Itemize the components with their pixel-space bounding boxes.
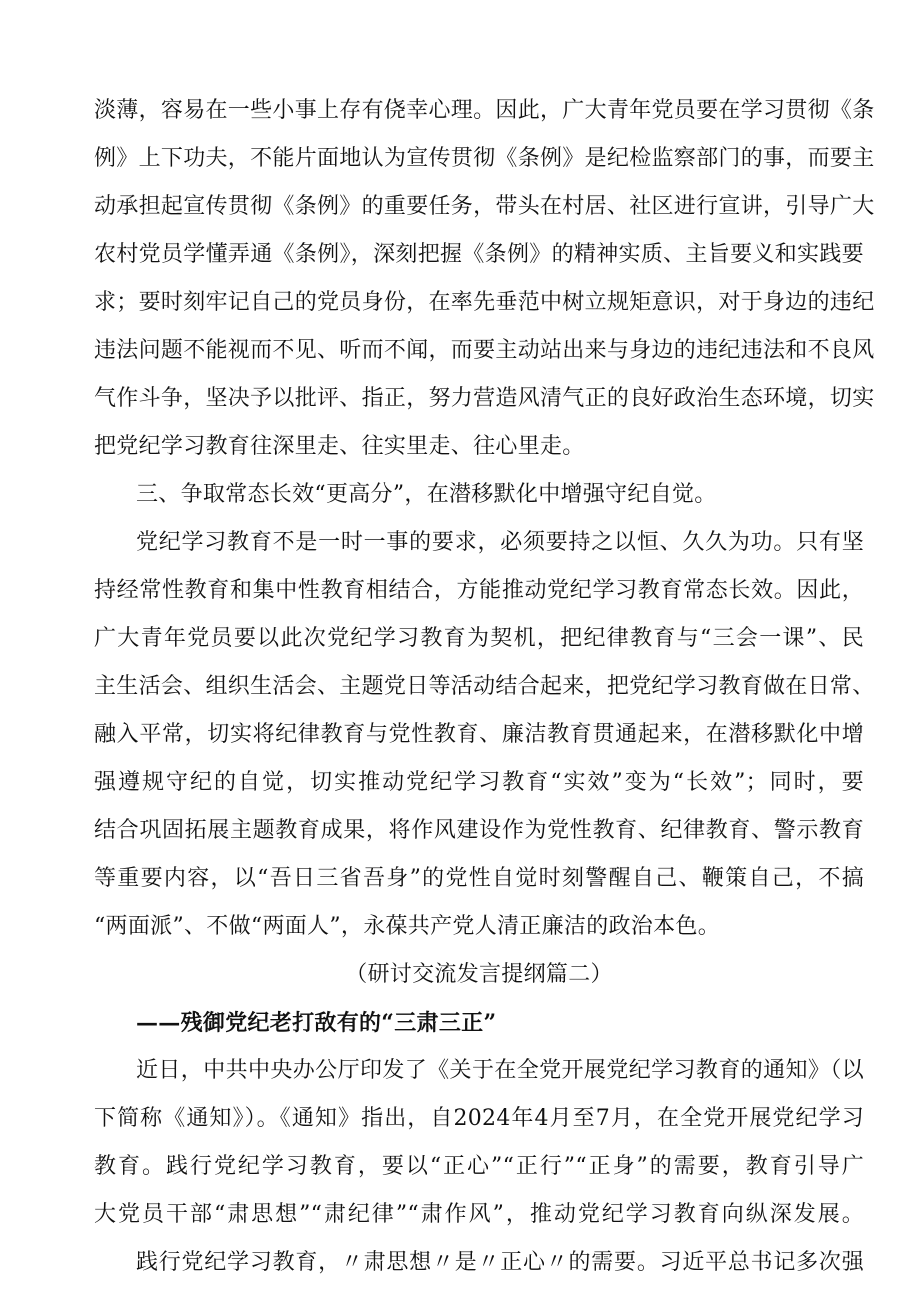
- paragraph-line: 淡薄，容易在一些小事上存有侥幸心理。因此，广大青年党员要在学习贯彻《条: [94, 98, 875, 123]
- paragraph-line: 结合巩固拓展主题教育成果，将作风建设作为党性教育、纪律教育、警示教育: [94, 818, 864, 843]
- paragraph-line: 主生活会、组织生活会、主题党日等活动结合起来，把党纪学习教育做在日常、: [94, 674, 875, 699]
- paragraph-line: 持经常性教育和集中性教育相结合，方能推动党纪学习教育常态长效。因此，: [94, 578, 864, 603]
- paragraph-line: 践行党纪学习教育，〃肃思想〃是〃正心〃的需要。习近平总书记多次强: [136, 1250, 864, 1275]
- paragraph-line: 大党员干部“肃思想”“肃纪律”“肃作风”，推动党纪学习教育向纵深发展。: [94, 1202, 864, 1227]
- paragraph-line: 等重要内容，以“吾日三省吾身”的党性自觉时刻警醒自己、鞭策自己，不搞: [94, 866, 864, 891]
- section-title: （研讨交流发言提纲篇二）: [345, 962, 613, 987]
- paragraph-line: 下简称《通知》）。《通知》指出，自2024年4月至7月，在全党开展党纪学习: [94, 1106, 864, 1131]
- paragraph-line: 例》上下功夫，不能片面地认为宣传贯彻《条例》是纪检监察部门的事，而要主: [94, 146, 875, 171]
- paragraph-line: 近日，中共中央办公厅印发了《关于在全党开展党纪学习教育的通知》（以: [136, 1058, 864, 1083]
- subtitle: ——残御党纪老打敌有的“三肃三正”: [136, 1010, 497, 1036]
- paragraph-line: 动承担起宣传贯彻《条例》的重要任务，带头在村居、社区进行宣讲，引导广大: [94, 194, 875, 219]
- paragraph-line: 强遵规守纪的自觉，切实推动党纪学习教育“实效”变为“长效”；同时，要: [94, 770, 864, 795]
- paragraph-line: 教育。践行党纪学习教育，要以“正心”“正行”“正身”的需要，教育引导广: [94, 1154, 864, 1179]
- paragraph-line: 党纪学习教育不是一时一事的要求，必须要持之以恒、久久为功。只有坚: [136, 530, 864, 555]
- paragraph-line: 农村党员学懂弄通《条例》，深刻把握《条例》的精神实质、主旨要义和实践要: [94, 242, 864, 267]
- paragraph-line: 气作斗争，坚决予以批评、指正，努力营造风清气正的良好政治生态环境，切实: [94, 386, 875, 411]
- paragraph-line: 把党纪学习教育往深里走、往实里走、往心里走。: [94, 434, 585, 459]
- paragraph-line: 融入平常，切实将纪律教育与党性教育、廉洁教育贯通起来，在潜移默化中增: [94, 722, 864, 747]
- paragraph-line: 求；要时刻牢记自己的党员身份，在率先垂范中树立规矩意识，对于身边的违纪: [94, 290, 875, 315]
- paragraph-line: 违法问题不能视而不见、听而不闻，而要主动站出来与身边的违纪违法和不良风: [94, 338, 875, 363]
- paragraph-line: 广大青年党员要以此次党纪学习教育为契机，把纪律教育与“三会一课”、民: [94, 626, 864, 651]
- section-heading: 三、争取常态长效“更高分”，在潜移默化中增强守纪自觉。: [136, 482, 717, 507]
- paragraph-line: “两面派”、不做“两面人”，永葆共产党人清正廉洁的政治本色。: [94, 914, 720, 939]
